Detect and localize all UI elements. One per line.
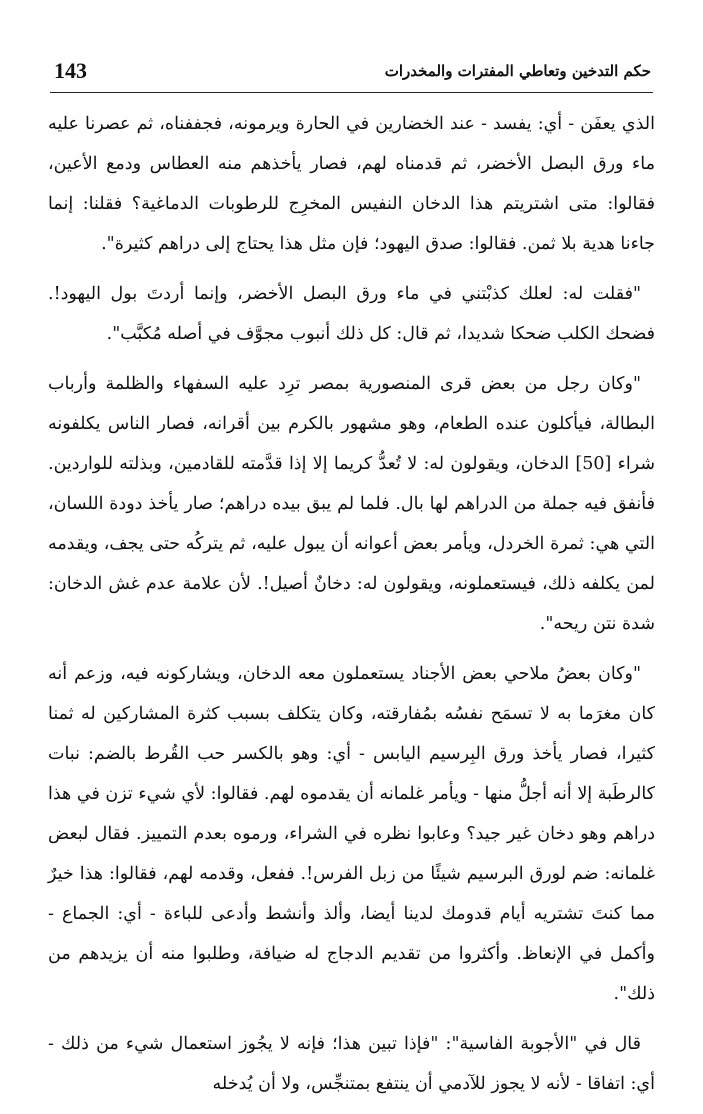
paragraph: قال في "الأجوبة الفاسية": "فإذا تبين هذا؛ فإنه لا يجُوز استعمال شيء من ذلك - أي: اتفاقا - لأنه لا يجوز للآدمي أن ينتفع بمتنجِّس، ولا أن يُدخله	[48, 1034, 655, 1094]
paragraph: الذي يعفَن - أي: يفسد - عند الخضارين في الحارة ويرمونه، فجففناه، ثم عصرنا عليه ماء ورق البصل الأخضر، ثم قدمناه لهم، فصار يأخذهم منه العطاس ودمع الأعين، فقالوا: متى اشتريتم هذا الدخان النفيس المخرِج للرطوبات الدماغية؟ فقلنا: إنما جاءنا هدية بلا ثمن. فقالوا: صدق اليهود؛ فإن مثل هذا يحتاج إلى دراهم كثيرة".	[48, 114, 655, 254]
body-text	[48, 104, 655, 1114]
paragraph: "وكان رجل من بعض قرى المنصورية بمصر ترِد عليه السفهاء والظلمة وأرباب البطالة، فيأكلون عنده الطعام، وهو مشهور بالكرم بين أقرانه، فصار الناس يكلفونه شراء [50] الدخان، ويقولون له: لا تُعدُّ كريما إلا إذا قدَّمته للقادمين، وبذلته للواردين. فأنفق فيه جملة من الدراهم لها بال. فلما لم يبق بيده دراهم؛ صار يأخذ دودة اللسان، التي هي: ثمرة الخردل، ويأمر بعض أعوانه أن يبول عليه، ثم يتركُه حتى يجف، ويقدمه لمن يكلفه ذلك، فيستعملونه، ويقولون له: دخانٌ أصيل!. لأن علامة عدم غش الدخان: شدة نتن ريحه".	[48, 374, 655, 634]
paragraph: "وكان بعضُ ملاحي بعض الأجناد يستعملون معه الدخان، ويشاركونه فيه، وزعم أنه كان مغرَما به لا تسمَح نفسُه بمُفارقته، وكان يتكلف بسبب كثرة المشاركين له ثمنا كثيرا، فصار يأخذ ورق البِرسيم اليابس - أي: وهو بالكسر حب القُرط بالضم: نبات كالرطَبة إلا أنه أجلُّ منها - ويأمر غلمانه أن يقدموه لهم. فقالوا: لأي شيء تزن في هذا دراهم وهو دخان غير جيد؟ وعابوا نظره في الشراء، ورموه بعدم التمييز. فقال لبعض غلمانه: ضم لورق البرسيم شيئًا من زبل الفرس!. ففعل، وقدمه لهم، فقالوا: هذا خيرٌ مما كنتَ تشتريه أيام قدومك لدينا أيضا، وألذ وأنشط وأدعى للباءة - أي: الجماع - وأكمل في الإنعاظ. وأكثروا من تقديم الدجاج له ضيافة، وطلبوا منه أن يزيدهم من ذلك".	[48, 664, 655, 1004]
page-number: 143	[54, 58, 87, 83]
page-header	[50, 58, 653, 93]
running-title: حكم التدخين وتعاطي المفترات والمخدرات	[384, 62, 651, 80]
paragraph: "فقلت له: لعلك كذبْتني في ماء ورق البصل الأخضر، وإنما أردتَ بول اليهود!. فضحك الكلب ضحكا شديدا، ثم قال: كل ذلك أنبوب مجوَّف في أصله مُكبَّب".	[48, 284, 655, 344]
